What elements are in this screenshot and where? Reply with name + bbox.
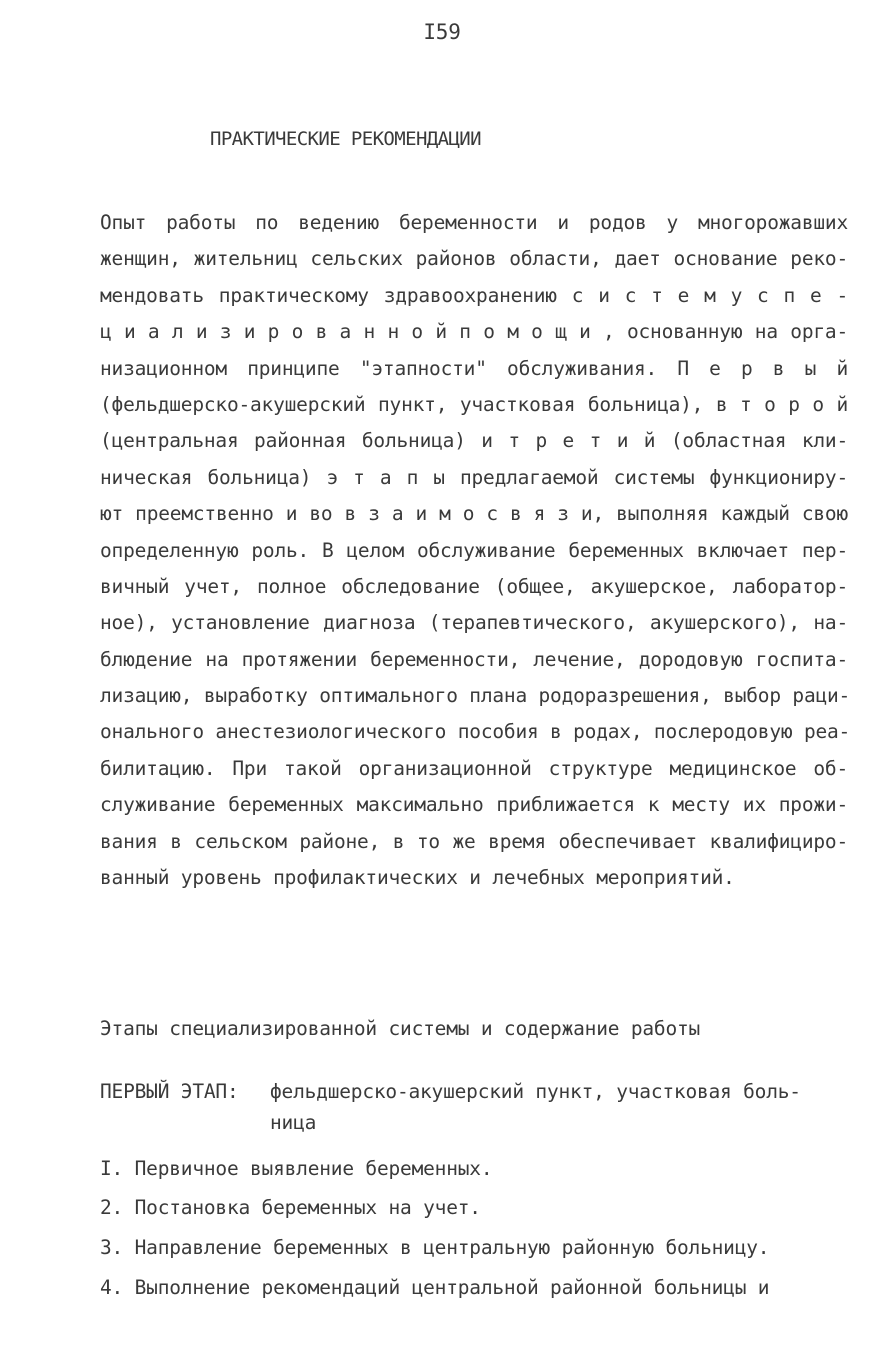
stage-label: ПЕРВЫЙ ЭТАП: xyxy=(100,1080,239,1103)
paragraph-line: (фельдшерско-акушерский пункт, участковая больница), в т о р о й xyxy=(100,392,848,416)
paragraph-line: Опыт работы по ведению беременности и родов у многорожавших xyxy=(100,211,848,234)
body-paragraph xyxy=(100,205,851,896)
paragraph-line: вания в сельском районе, в то же время обеспечивает квалифициро- xyxy=(100,829,848,853)
paragraph-line: лизацию, выработку оптимального плана родоразрешения, выбор раци- xyxy=(100,684,851,708)
paragraph-line: мендовать практическому здравоохранению с и с т е м у с п е - xyxy=(100,283,848,307)
page-heading: ПРАКТИЧЕСКИЕ РЕКОМЕНДАЦИИ xyxy=(210,128,481,150)
paragraph-line: определенную роль. В целом обслуживание беременных включает пер- xyxy=(100,538,848,562)
section-title: Этапы специализированной системы и содержание работы xyxy=(100,1017,701,1040)
paragraph-line: низационном принципе "этапности" обслуживания. П е р в ы й xyxy=(100,356,848,380)
list-item: I. Первичное выявление беременных. xyxy=(100,1157,493,1180)
paragraph-line: вичный учет, полное обследование (общее, акушерское, лаборатор- xyxy=(100,574,848,598)
paragraph-line: ное), установление диагноза (терапевтического, акушерского), на- xyxy=(100,611,848,635)
paragraph-line: (центральная районная больница) и т р е т и й (областная кли- xyxy=(100,429,848,453)
stage-name: фельдшерско-акушерский пункт, участковая боль- xyxy=(270,1080,801,1103)
paragraph-line: женщин, жительниц сельских районов области, дает основание реко- xyxy=(100,247,848,271)
list-item: 2. Постановка беременных на учет. xyxy=(100,1196,481,1219)
paragraph-line: билитацию. При такой организационной структуре медицинское об- xyxy=(100,756,848,780)
paragraph-line: блюдение на протяжении беременности, лечение, дородовую госпита- xyxy=(100,647,848,671)
paragraph-line: ническая больница) э т а п ы предлагаемой системы функциониру- xyxy=(100,465,848,489)
list-item: 3. Направление беременных в центральную районную больницу. xyxy=(100,1236,770,1259)
page-number: I59 xyxy=(423,20,461,44)
list-item: 4. Выполнение рекомендаций центральной районной больницы и xyxy=(100,1276,770,1299)
paragraph-line: онального анестезиологического пособия в родах, послеродовую реа- xyxy=(100,720,851,744)
stage-name-continuation: ница xyxy=(270,1111,317,1134)
paragraph-line: ванный уровень профилактических и лечебных мероприятий. xyxy=(100,866,735,890)
paragraph-line: ц и а л и з и р о в а н н о й п о м о щ и , основанную на орга- xyxy=(100,320,848,344)
paragraph-line: ют преемственно и во в з а и м о с в я з и, выполняя каждый свою xyxy=(100,502,848,526)
paragraph-line: служивание беременных максимально приближается к месту их прожи- xyxy=(100,793,848,817)
